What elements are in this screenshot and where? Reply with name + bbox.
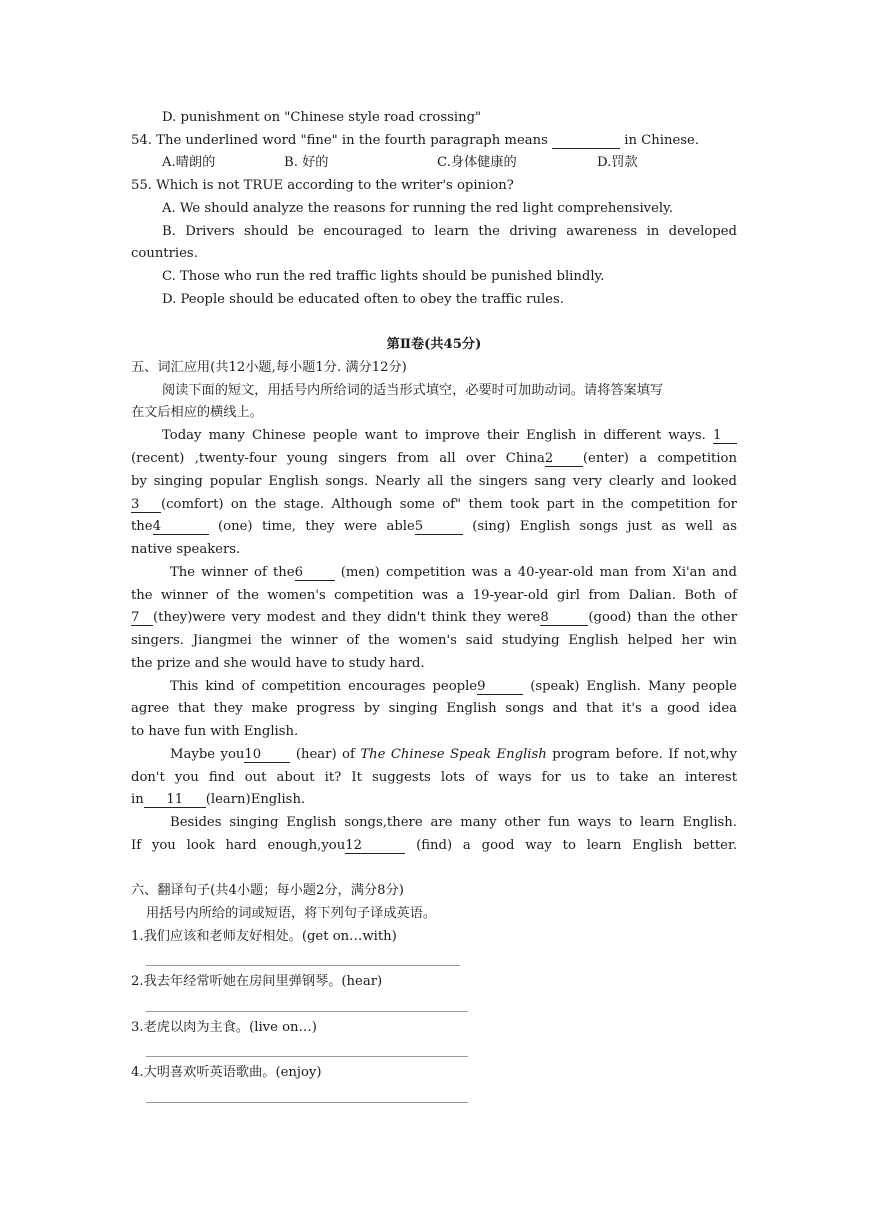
passage-text: (men) competition was a 40-year-old man from Xi'an and [340,565,737,580]
q54-options [162,154,737,172]
passage-text: Maybe you [170,747,245,762]
blank-5: 5 [415,519,463,535]
passage-text: program before. If not,why [552,747,737,762]
passage-text: (speak) English. Many people [530,679,737,694]
passage-text: If you look hard enough,you [131,838,346,853]
passage-text: (enter) a competition [582,451,737,466]
q53-option-d: D. punishment on "Chinese style road crossing" [162,110,482,125]
passage-text: (comfort) on the stage. Although some of" them took part in the competition for [161,497,737,512]
answer-line-4[interactable] [146,1102,468,1103]
q54-option-d: D.罚款 [597,155,638,170]
blank-4: 4 [153,519,209,535]
passage-line: by singing popular English songs. Nearly all the singers sang very clearly and looked [131,474,737,489]
blank-12: 12 [345,838,405,854]
translation-item-2: 2.我去年经常听她在房间里弹钢琴。(hear) [131,974,383,989]
blank-6: 6 [295,565,335,581]
q55-stem: 55. Which is not TRUE according to the writer's opinion? [131,178,514,193]
passage-text: (one) time, they were able [218,519,415,534]
passage-line: the winner of the women's competition was a 19-year-old girl from Dalian. Both of [131,588,737,603]
translation-item-1: 1.我们应该和老师友好相处。(get on…with) [131,929,397,944]
blank-1: 1 [713,428,737,444]
passage-line: the prize and she would have to study hard. [131,656,425,671]
passage-text: in [131,792,144,807]
passage-line: singers. Jiangmei the winner of the women's said studying English helped her win [131,633,737,648]
passage-text: the [131,519,153,534]
translation-item-4: 4.大明喜欢听英语歌曲。(enjoy) [131,1065,322,1080]
passage-line [170,746,737,764]
translation-item-3: 3.老虎以肉为主食。(live on…) [131,1020,317,1035]
section6-instruction: 用括号内所给的词或短语，将下列句子译成英语。 [146,906,437,921]
passage-text: (good) than the other [588,610,737,625]
blank-10: 10 [244,747,290,763]
section5-instruction-line1: 阅读下面的短文，用括号内所给词的适当形式填空，必要时可加助动词。请将答案填写 [162,383,664,398]
passage-text: (recent) ,twenty-four young singers from all over China [131,451,545,466]
passage-line [131,518,737,536]
q55-option-c: C. Those who run the red traffic lights should be punished blindly. [162,269,605,284]
q54-stem-text: 54. The underlined word "fine" in the fourth paragraph means [131,133,548,148]
part2-title: 第Ⅱ卷(共45分) [386,337,482,352]
q55-option-b-line1: B. Drivers should be encouraged to learn the driving awareness in developed [162,224,737,239]
passage-line: Besides singing English songs,there are many other fun ways to learn English. [170,815,737,830]
section6-title: 六、翻译句子(共4小题；每小题2分，满分8分) [131,883,404,898]
passage-line [131,450,737,468]
section5-instruction-line2: 在文后相应的横线上。 [131,405,263,420]
passage-line: don't you find out about it? It suggests lots of ways for us to take an interest [131,770,737,785]
passage-text: The winner of the [170,565,295,580]
program-title: The Chinese Speak English [360,747,547,762]
blank-2: 2 [545,451,583,467]
section5-title: 五、词汇应用(共12小题,每小题1分. 满分12分) [131,360,407,375]
passage-line: native speakers. [131,542,241,557]
blank-8: 8 [540,610,588,626]
passage-line [170,564,737,582]
passage-line: to have fun with English. [131,724,299,739]
passage-text: (find) a good way to learn English better. [416,838,738,853]
q54-option-c: C.身体健康的 [437,155,517,170]
passage-text: Today many Chinese people want to improve their English in different ways. [162,428,706,443]
q55-option-b-line2: countries. [131,246,198,261]
passage-line [131,609,737,627]
passage-line [131,496,737,514]
q54-stem [131,132,737,150]
passage-line [170,678,737,696]
passage-text: (sing) English songs just as well as [472,519,737,534]
answer-line-1[interactable] [146,965,460,966]
q55-option-d: D. People should be educated often to obey the traffic rules. [162,292,564,307]
blank-7: 7 [131,610,153,626]
answer-line-3[interactable] [146,1056,468,1057]
q55-option-a: A. We should analyze the reasons for running the red light comprehensively. [162,201,674,216]
q54-answer-blank [552,133,620,149]
passage-line [131,791,737,809]
passage-text: This kind of competition encourages people [170,679,478,694]
blank-11: 11 [144,792,206,808]
passage-line [131,837,737,855]
passage-line: agree that they make progress by singing English songs and that it's a good idea [131,701,737,716]
q54-option-b: B. 好的 [284,155,329,170]
passage-line [162,427,737,445]
blank-9: 9 [477,679,523,695]
answer-line-2[interactable] [146,1011,468,1012]
blank-3: 3 [131,497,161,513]
q54-stem-tail: in Chinese. [624,133,700,148]
passage-text: (learn)English. [205,792,306,807]
passage-text: (they)were very modest and they didn't think they were [153,610,541,625]
passage-text: (hear) of [295,747,355,762]
q54-option-a: A.晴朗的 [162,155,216,170]
